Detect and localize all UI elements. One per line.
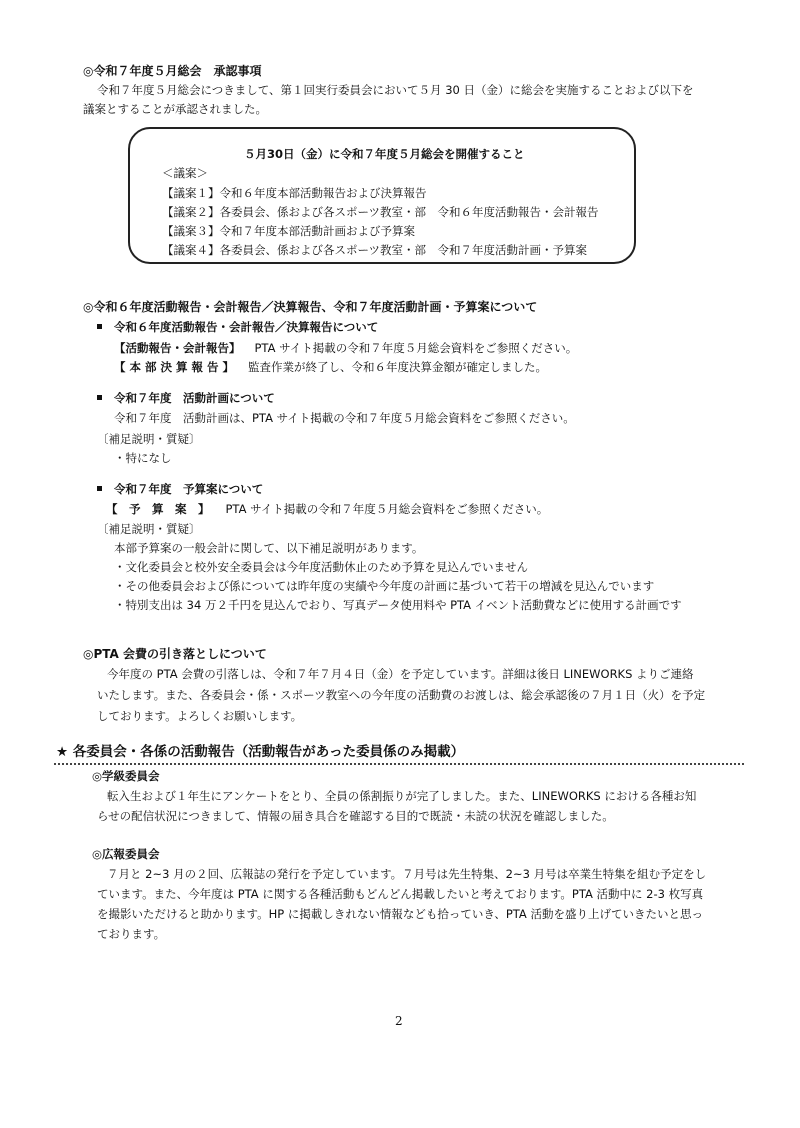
subsection-title-plan: 令和７年度 活動計画について [97, 389, 275, 407]
section-heading-reports: ◎令和６年度活動報告・会計報告／決算報告、令和７年度活動計画・予算案について [83, 300, 538, 314]
square-bullet-icon [97, 486, 102, 491]
report-line: 【活動報告・会計報告】 PTA サイト掲載の令和７年度５月総会資料をご参照ください。 [114, 341, 578, 355]
committee-title-pr: ◎広報委員会 [92, 847, 160, 861]
page-number: 2 [395, 1014, 403, 1028]
agenda-item: 【議案３】令和７年度本部活動計画および予算案 [162, 224, 415, 238]
budget-note-item: ・その他委員会および係については昨年度の実績や今年度の計画に基づいて若干の増減を見込んでいます [114, 579, 655, 593]
budget-line: 【 予 算 案 】 PTA サイト掲載の令和７年度５月総会資料をご参照ください。 [106, 502, 549, 516]
square-bullet-icon [97, 395, 102, 400]
paragraph-line: ております。 [97, 927, 166, 941]
budget-intro: 本部予算案の一般会計に関して、以下補足説明があります。 [114, 541, 424, 555]
paragraph-line: らせの配信状況につきまして、情報の届き具合を確認する目的で既読・未読の状況を確認しました。 [97, 809, 614, 823]
note-label: 〔補足説明・質疑〕 [97, 432, 201, 446]
paragraph-line: ７月と 2~3 月の２回、広報誌の発行を予定しています。７月号は先生特集、2~3 月号は卒業生特集を組む予定をし [107, 867, 707, 881]
subsection-title-budget: 令和７年度 予算案について [97, 480, 263, 498]
paragraph-line: 令和７年度５月総会につきまして、第１回実行委員会において５月 30 日（金）に総会を実施することおよび以下を [97, 83, 694, 97]
plan-line: 令和７年度 活動計画は、PTA サイト掲載の令和７年度５月総会資料をご参照ください。 [114, 411, 575, 425]
paragraph-line: ています。また、今年度は PTA に関する各種活動もどんどん掲載したいと考えております。PTA 活動中に 2-3 枚写真 [97, 887, 704, 901]
dotted-divider [54, 763, 744, 765]
paragraph-line: 今年度の PTA 会費の引落しは、令和７年７月４日（金）を予定しています。詳細は後日 LINEWORKS よりご連絡 [107, 667, 694, 681]
committee-title-class: ◎学級委員会 [92, 769, 160, 783]
budget-note-item: ・特別支出は 34 万２千円を見込んでおり、写真データ使用料や PTA イベント活動費などに使用する計画です [114, 598, 682, 612]
paragraph-line: 転入生および１年生にアンケートをとり、全員の係割振りが完了しました。また、LINEWORKS における各種お知 [107, 789, 697, 803]
section-heading-may-assembly: ◎令和７年度５月総会 承認事項 [83, 64, 262, 78]
agenda-item: 【議案２】各委員会、係および各スポーツ教室・部 令和６年度活動報告・会計報告 [162, 205, 599, 219]
paragraph-line: を撮影いただけると助かります。HP に掲載しきれない情報なども拾っていき、PTA 活動を盛り上げていきたいと思っ [97, 907, 703, 921]
paragraph-line: 議案とすることが承認されました。 [83, 102, 267, 116]
paragraph-line: しております。よろしくお願いします。 [97, 709, 303, 723]
section-heading-committee-reports: ★ 各委員会・各係の活動報告（活動報告があった委員係のみ掲載） [56, 744, 465, 760]
paragraph-line: いたします。また、各委員会・係・スポーツ教室への今年度の活動費のお渡しは、総会承認後の７月１日（火）を予定 [97, 688, 706, 702]
note-label: 〔補足説明・質疑〕 [97, 522, 201, 536]
section-heading-pta-fee: ◎PTA 会費の引き落としについて [83, 647, 267, 661]
budget-note-item: ・文化委員会と校外安全委員会は今年度活動休止のため予算を見込んでいません [114, 560, 528, 574]
agenda-item: 【議案１】令和６年度本部活動報告および決算報告 [162, 186, 427, 200]
square-bullet-icon [97, 324, 102, 329]
settlement-line: 【 本 部 決 算 報 告 】 監査作業が終了し、令和６年度決算金額が確定しました。 [114, 360, 548, 374]
subsection-title-reports: 令和６年度活動報告・会計報告／決算報告について [97, 318, 378, 336]
agenda-item: 【議案４】各委員会、係および各スポーツ教室・部 令和７年度活動計画・予算案 [162, 243, 588, 257]
note-item: ・特になし [114, 451, 172, 465]
agenda-label: ＜議案＞ [162, 166, 208, 180]
agenda-box-title: ５月30日（金）に令和７年度５月総会を開催すること [244, 147, 525, 161]
